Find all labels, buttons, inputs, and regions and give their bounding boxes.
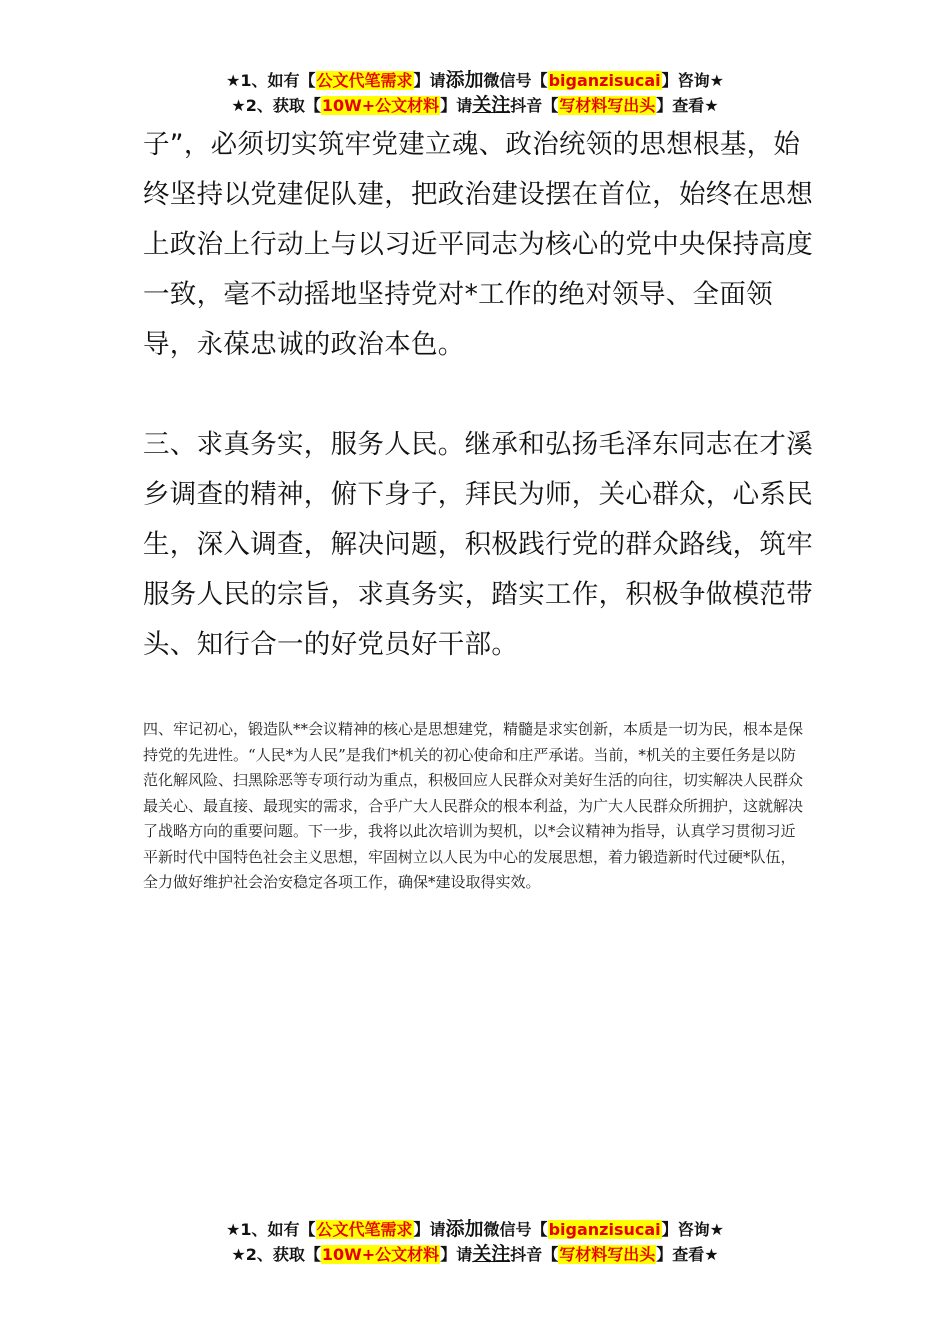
banner-text: ★2、获取【 [231, 96, 321, 115]
banner-text: 】咨询★ [661, 71, 724, 90]
highlight-douyin-account: 写材料写出头 [559, 1245, 656, 1264]
banner-line-1 [0, 1217, 950, 1242]
highlight-service: 公文代笔需求 [316, 71, 413, 90]
banner-text: 】查看★ [656, 96, 719, 115]
banner-text: 抖音【 [510, 1245, 559, 1264]
highlight-materials: 10W+公文材料 [321, 1245, 440, 1264]
banner-text: 微信号【 [483, 71, 548, 90]
highlight-materials: 10W+公文材料 [321, 96, 440, 115]
banner-text: 】请 [440, 96, 473, 115]
banner-emphasis: 关注 [472, 1243, 511, 1265]
banner-text: 抖音【 [510, 96, 559, 115]
banner-text: 】请 [413, 71, 446, 90]
banner-line-2 [0, 93, 950, 118]
banner-text: ★2、获取【 [231, 1245, 321, 1264]
banner-text: 】咨询★ [661, 1220, 724, 1239]
banner-text: ★1、如有【 [226, 71, 316, 90]
banner-emphasis: 添加 [445, 1218, 484, 1240]
banner-text: 微信号【 [483, 1220, 548, 1239]
highlight-douyin-account: 写材料写出头 [559, 96, 656, 115]
paragraph-continuation: 子”，必须切实筑牢党建立魂、政治统领的思想根基，始终坚持以党建促队建，把政治建设摆在首位，始终在思想上政治上行动上与以习近平同志为核心的党中央保持高度一致，毫不动摇地坚持党对*工作的绝对领导、全面领导，永葆忠诚的政治本色。 [143, 129, 813, 360]
banner-text: 】请 [413, 1220, 446, 1239]
highlight-service: 公文代笔需求 [316, 1220, 413, 1239]
banner-line-1 [0, 68, 950, 93]
highlight-wechat-id: biganzisucai [548, 1220, 661, 1239]
banner-text: 】请 [440, 1245, 473, 1264]
footer-banner [0, 1217, 950, 1267]
banner-text: ★1、如有【 [226, 1220, 316, 1239]
paragraph-section-four: 四、牢记初心，锻造队**会议精神的核心是思想建党，精髓是求实创新，本质是一切为民，根本是保持党的先进性。“人民*为人民”是我们*机关的初心使命和庄严承诺。当前，*机关的主要任务是以防范化解风险、扫黑除恶等专项行动为重点，积极回应人民群众对美好生活的向往，切实解决人民群众最关心、最直接、最现实的需求，合乎广大人民群众的根本利益，为广大人民群众所拥护，这就解决了战略方向的重要问题。下一步，我将以此次培训为契机，以*会议精神为指导，认真学习贯彻习近平新时代中国特色社会主义思想，牢固树立以人民为中心的发展思想，着力锻造新时代过硬*队伍，全力做好维护社会治安稳定各项工作，确保*建设取得实效。 [143, 720, 804, 891]
header-banner [0, 68, 950, 118]
banner-text: 】查看★ [656, 1245, 719, 1264]
paragraph-section-three: 三、求真务实，服务人民。继承和弘扬毛泽东同志在才溪乡调查的精神，俯下身子，拜民为师，关心群众，心系民生，深入调查，解决问题，积极践行党的群众路线，筑牢服务人民的宗旨，求真务实，踏实工作，积极争做模范带头、知行合一的好党员好干部。 [143, 429, 813, 660]
banner-emphasis: 关注 [472, 94, 511, 116]
banner-emphasis: 添加 [445, 69, 484, 91]
highlight-wechat-id: biganzisucai [548, 71, 661, 90]
banner-line-2 [0, 1242, 950, 1267]
